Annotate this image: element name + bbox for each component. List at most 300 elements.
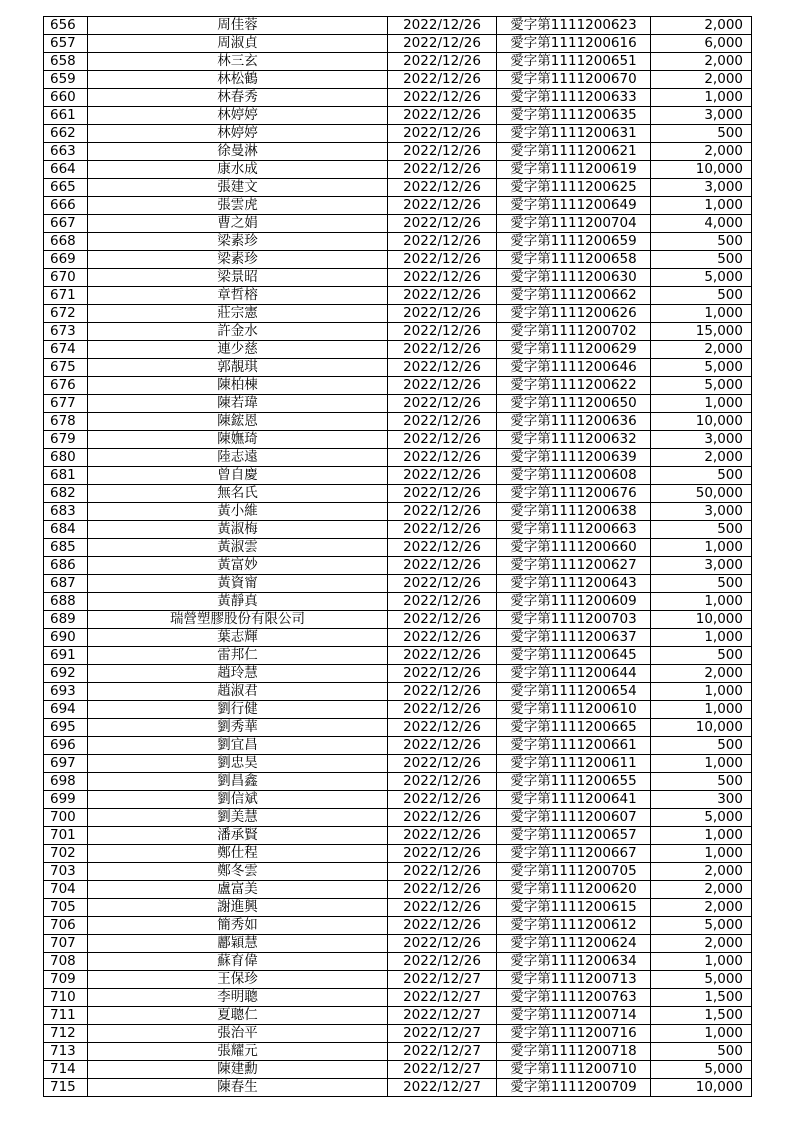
cell-amount: 1,500 (651, 989, 752, 1007)
cell-donor-name: 張治平 (88, 1025, 388, 1043)
cell-amount: 500 (651, 287, 752, 305)
cell-donor-name: 張雲虎 (88, 197, 388, 215)
cell-date: 2022/12/26 (388, 431, 497, 449)
cell-donor-name: 林婷婷 (88, 107, 388, 125)
cell-date: 2022/12/26 (388, 719, 497, 737)
cell-donor-name: 陳春生 (88, 1079, 388, 1097)
cell-serial-number: 700 (44, 809, 88, 827)
cell-receipt-number: 愛字第1111200658 (497, 251, 651, 269)
table-row (44, 521, 752, 539)
cell-serial-number: 707 (44, 935, 88, 953)
cell-date: 2022/12/26 (388, 827, 497, 845)
cell-serial-number: 663 (44, 143, 88, 161)
cell-donor-name: 王保珍 (88, 971, 388, 989)
cell-receipt-number: 愛字第1111200763 (497, 989, 651, 1007)
cell-receipt-number: 愛字第1111200607 (497, 809, 651, 827)
cell-donor-name: 無名氏 (88, 485, 388, 503)
table-row (44, 359, 752, 377)
cell-amount: 5,000 (651, 917, 752, 935)
table-row (44, 161, 752, 179)
table-row (44, 125, 752, 143)
table-row (44, 773, 752, 791)
cell-donor-name: 潘承賢 (88, 827, 388, 845)
cell-amount: 500 (651, 1043, 752, 1061)
cell-donor-name: 簡秀如 (88, 917, 388, 935)
cell-serial-number: 695 (44, 719, 88, 737)
cell-donor-name: 梁素珍 (88, 251, 388, 269)
cell-receipt-number: 愛字第1111200676 (497, 485, 651, 503)
cell-donor-name: 盧富美 (88, 881, 388, 899)
cell-donor-name: 陳鋐恩 (88, 413, 388, 431)
table-row (44, 701, 752, 719)
cell-amount: 5,000 (651, 359, 752, 377)
cell-receipt-number: 愛字第1111200626 (497, 305, 651, 323)
cell-donor-name: 蘇育偉 (88, 953, 388, 971)
cell-serial-number: 658 (44, 53, 88, 71)
cell-serial-number: 711 (44, 1007, 88, 1025)
cell-amount: 2,000 (651, 935, 752, 953)
cell-amount: 1,000 (651, 197, 752, 215)
cell-amount: 10,000 (651, 611, 752, 629)
cell-date: 2022/12/26 (388, 287, 497, 305)
cell-donor-name: 林婷婷 (88, 125, 388, 143)
cell-amount: 1,000 (651, 953, 752, 971)
cell-amount: 500 (651, 125, 752, 143)
table-row (44, 53, 752, 71)
cell-date: 2022/12/27 (388, 971, 497, 989)
cell-receipt-number: 愛字第1111200621 (497, 143, 651, 161)
cell-receipt-number: 愛字第1111200655 (497, 773, 651, 791)
table-row (44, 413, 752, 431)
cell-date: 2022/12/27 (388, 989, 497, 1007)
cell-amount: 1,000 (651, 701, 752, 719)
cell-date: 2022/12/26 (388, 665, 497, 683)
cell-receipt-number: 愛字第1111200622 (497, 377, 651, 395)
table-row (44, 719, 752, 737)
cell-receipt-number: 愛字第1111200703 (497, 611, 651, 629)
cell-receipt-number: 愛字第1111200661 (497, 737, 651, 755)
cell-receipt-number: 愛字第1111200670 (497, 71, 651, 89)
table-row (44, 305, 752, 323)
cell-donor-name: 張建文 (88, 179, 388, 197)
cell-receipt-number: 愛字第1111200612 (497, 917, 651, 935)
cell-donor-name: 劉忠昊 (88, 755, 388, 773)
cell-amount: 3,000 (651, 431, 752, 449)
cell-donor-name: 陳若瑋 (88, 395, 388, 413)
table-row (44, 287, 752, 305)
cell-receipt-number: 愛字第1111200718 (497, 1043, 651, 1061)
cell-donor-name: 黃小維 (88, 503, 388, 521)
cell-date: 2022/12/26 (388, 251, 497, 269)
cell-donor-name: 酈穎慧 (88, 935, 388, 953)
cell-receipt-number: 愛字第1111200650 (497, 395, 651, 413)
cell-amount: 1,000 (651, 629, 752, 647)
cell-amount: 3,000 (651, 107, 752, 125)
cell-date: 2022/12/26 (388, 845, 497, 863)
cell-donor-name: 劉信斌 (88, 791, 388, 809)
cell-serial-number: 664 (44, 161, 88, 179)
table-row (44, 395, 752, 413)
cell-amount: 300 (651, 791, 752, 809)
table-row (44, 593, 752, 611)
cell-date: 2022/12/26 (388, 377, 497, 395)
table-row (44, 1079, 752, 1097)
cell-serial-number: 689 (44, 611, 88, 629)
cell-receipt-number: 愛字第1111200627 (497, 557, 651, 575)
table-row (44, 179, 752, 197)
cell-date: 2022/12/27 (388, 1025, 497, 1043)
cell-date: 2022/12/26 (388, 773, 497, 791)
cell-receipt-number: 愛字第1111200636 (497, 413, 651, 431)
cell-date: 2022/12/26 (388, 611, 497, 629)
cell-donor-name: 康水成 (88, 161, 388, 179)
cell-date: 2022/12/26 (388, 881, 497, 899)
cell-amount: 2,000 (651, 665, 752, 683)
cell-date: 2022/12/26 (388, 233, 497, 251)
cell-serial-number: 684 (44, 521, 88, 539)
cell-date: 2022/12/26 (388, 863, 497, 881)
table-row (44, 557, 752, 575)
table-row (44, 845, 752, 863)
cell-amount: 15,000 (651, 323, 752, 341)
cell-receipt-number: 愛字第1111200667 (497, 845, 651, 863)
cell-receipt-number: 愛字第1111200646 (497, 359, 651, 377)
cell-date: 2022/12/26 (388, 413, 497, 431)
cell-receipt-number: 愛字第1111200709 (497, 1079, 651, 1097)
cell-date: 2022/12/26 (388, 737, 497, 755)
cell-receipt-number: 愛字第1111200631 (497, 125, 651, 143)
cell-serial-number: 687 (44, 575, 88, 593)
cell-donor-name: 黃淑梅 (88, 521, 388, 539)
cell-donor-name: 張耀元 (88, 1043, 388, 1061)
cell-serial-number: 714 (44, 1061, 88, 1079)
cell-amount: 500 (651, 575, 752, 593)
table-row (44, 809, 752, 827)
cell-amount: 1,000 (651, 539, 752, 557)
cell-donor-name: 夏聰仁 (88, 1007, 388, 1025)
cell-date: 2022/12/26 (388, 17, 497, 35)
cell-date: 2022/12/27 (388, 1007, 497, 1025)
cell-receipt-number: 愛字第1111200630 (497, 269, 651, 287)
table-row (44, 989, 752, 1007)
table-row (44, 17, 752, 35)
cell-receipt-number: 愛字第1111200609 (497, 593, 651, 611)
cell-amount: 2,000 (651, 899, 752, 917)
cell-serial-number: 682 (44, 485, 88, 503)
cell-serial-number: 659 (44, 71, 88, 89)
cell-donor-name: 梁景昭 (88, 269, 388, 287)
cell-serial-number: 662 (44, 125, 88, 143)
cell-amount: 5,000 (651, 1061, 752, 1079)
cell-date: 2022/12/26 (388, 935, 497, 953)
cell-serial-number: 706 (44, 917, 88, 935)
cell-date: 2022/12/26 (388, 917, 497, 935)
cell-donor-name: 葉志輝 (88, 629, 388, 647)
cell-receipt-number: 愛字第1111200714 (497, 1007, 651, 1025)
cell-date: 2022/12/26 (388, 107, 497, 125)
cell-date: 2022/12/26 (388, 395, 497, 413)
cell-amount: 500 (651, 467, 752, 485)
cell-donor-name: 連少慈 (88, 341, 388, 359)
cell-date: 2022/12/26 (388, 701, 497, 719)
cell-donor-name: 徐曼淋 (88, 143, 388, 161)
cell-receipt-number: 愛字第1111200662 (497, 287, 651, 305)
cell-date: 2022/12/26 (388, 683, 497, 701)
donation-list-sheet (43, 16, 751, 1097)
cell-donor-name: 黃富妙 (88, 557, 388, 575)
cell-donor-name: 謝進興 (88, 899, 388, 917)
cell-date: 2022/12/26 (388, 755, 497, 773)
cell-date: 2022/12/26 (388, 503, 497, 521)
cell-amount: 1,000 (651, 827, 752, 845)
cell-serial-number: 680 (44, 449, 88, 467)
cell-serial-number: 693 (44, 683, 88, 701)
cell-donor-name: 劉行健 (88, 701, 388, 719)
cell-serial-number: 694 (44, 701, 88, 719)
cell-amount: 6,000 (651, 35, 752, 53)
cell-date: 2022/12/26 (388, 557, 497, 575)
cell-donor-name: 趙玲慧 (88, 665, 388, 683)
cell-receipt-number: 愛字第1111200665 (497, 719, 651, 737)
table-row (44, 917, 752, 935)
cell-donor-name: 林三玄 (88, 53, 388, 71)
cell-receipt-number: 愛字第1111200659 (497, 233, 651, 251)
cell-donor-name: 曾自慶 (88, 467, 388, 485)
cell-date: 2022/12/26 (388, 575, 497, 593)
cell-serial-number: 657 (44, 35, 88, 53)
cell-receipt-number: 愛字第1111200633 (497, 89, 651, 107)
table-row (44, 953, 752, 971)
cell-serial-number: 679 (44, 431, 88, 449)
cell-amount: 2,000 (651, 143, 752, 161)
cell-amount: 1,000 (651, 845, 752, 863)
cell-serial-number: 696 (44, 737, 88, 755)
cell-receipt-number: 愛字第1111200644 (497, 665, 651, 683)
cell-donor-name: 陳柏棟 (88, 377, 388, 395)
cell-serial-number: 713 (44, 1043, 88, 1061)
cell-donor-name: 許金水 (88, 323, 388, 341)
cell-donor-name: 章哲榕 (88, 287, 388, 305)
cell-receipt-number: 愛字第1111200641 (497, 791, 651, 809)
table-row (44, 503, 752, 521)
cell-receipt-number: 愛字第1111200702 (497, 323, 651, 341)
table-row (44, 431, 752, 449)
cell-receipt-number: 愛字第1111200623 (497, 17, 651, 35)
cell-serial-number: 697 (44, 755, 88, 773)
cell-receipt-number: 愛字第1111200624 (497, 935, 651, 953)
table-row (44, 71, 752, 89)
table-row (44, 107, 752, 125)
cell-amount: 500 (651, 773, 752, 791)
cell-serial-number: 702 (44, 845, 88, 863)
cell-serial-number: 669 (44, 251, 88, 269)
table-row (44, 197, 752, 215)
cell-donor-name: 林春秀 (88, 89, 388, 107)
cell-donor-name: 陳建勳 (88, 1061, 388, 1079)
table-row (44, 539, 752, 557)
cell-amount: 3,000 (651, 179, 752, 197)
cell-donor-name: 鄭仕程 (88, 845, 388, 863)
cell-amount: 10,000 (651, 1079, 752, 1097)
cell-receipt-number: 愛字第1111200632 (497, 431, 651, 449)
cell-date: 2022/12/26 (388, 791, 497, 809)
cell-date: 2022/12/26 (388, 161, 497, 179)
table-row (44, 899, 752, 917)
table-row (44, 143, 752, 161)
cell-date: 2022/12/26 (388, 71, 497, 89)
cell-serial-number: 698 (44, 773, 88, 791)
cell-date: 2022/12/26 (388, 89, 497, 107)
table-row (44, 737, 752, 755)
cell-receipt-number: 愛字第1111200704 (497, 215, 651, 233)
cell-receipt-number: 愛字第1111200713 (497, 971, 651, 989)
cell-donor-name: 劉美慧 (88, 809, 388, 827)
table-row (44, 1043, 752, 1061)
table-row (44, 971, 752, 989)
cell-serial-number: 674 (44, 341, 88, 359)
cell-serial-number: 703 (44, 863, 88, 881)
cell-amount: 2,000 (651, 17, 752, 35)
cell-receipt-number: 愛字第1111200705 (497, 863, 651, 881)
table-row (44, 665, 752, 683)
cell-receipt-number: 愛字第1111200710 (497, 1061, 651, 1079)
cell-amount: 10,000 (651, 413, 752, 431)
table-row (44, 251, 752, 269)
cell-donor-name: 李明聰 (88, 989, 388, 1007)
table-row (44, 683, 752, 701)
cell-serial-number: 699 (44, 791, 88, 809)
cell-amount: 1,000 (651, 305, 752, 323)
cell-amount: 1,000 (651, 755, 752, 773)
cell-serial-number: 712 (44, 1025, 88, 1043)
cell-date: 2022/12/26 (388, 629, 497, 647)
table-row (44, 1007, 752, 1025)
cell-serial-number: 677 (44, 395, 88, 413)
table-row (44, 1061, 752, 1079)
cell-date: 2022/12/26 (388, 125, 497, 143)
cell-date: 2022/12/26 (388, 143, 497, 161)
cell-serial-number: 671 (44, 287, 88, 305)
cell-receipt-number: 愛字第1111200611 (497, 755, 651, 773)
cell-date: 2022/12/26 (388, 53, 497, 71)
donation-table-body (44, 17, 752, 1097)
cell-receipt-number: 愛字第1111200634 (497, 953, 651, 971)
cell-serial-number: 675 (44, 359, 88, 377)
cell-date: 2022/12/26 (388, 35, 497, 53)
cell-date: 2022/12/26 (388, 197, 497, 215)
donation-table (43, 16, 752, 1097)
cell-donor-name: 周淑貞 (88, 35, 388, 53)
cell-receipt-number: 愛字第1111200660 (497, 539, 651, 557)
cell-receipt-number: 愛字第1111200716 (497, 1025, 651, 1043)
cell-receipt-number: 愛字第1111200637 (497, 629, 651, 647)
table-row (44, 323, 752, 341)
cell-date: 2022/12/26 (388, 449, 497, 467)
cell-amount: 5,000 (651, 971, 752, 989)
cell-receipt-number: 愛字第1111200638 (497, 503, 651, 521)
cell-date: 2022/12/26 (388, 341, 497, 359)
table-row (44, 215, 752, 233)
table-row (44, 35, 752, 53)
cell-amount: 5,000 (651, 809, 752, 827)
cell-date: 2022/12/26 (388, 305, 497, 323)
cell-date: 2022/12/26 (388, 269, 497, 287)
cell-date: 2022/12/26 (388, 467, 497, 485)
table-row (44, 611, 752, 629)
table-row (44, 449, 752, 467)
cell-receipt-number: 愛字第1111200663 (497, 521, 651, 539)
table-row (44, 935, 752, 953)
cell-donor-name: 瑞營塑膠股份有限公司 (88, 611, 388, 629)
cell-donor-name: 林松鶴 (88, 71, 388, 89)
table-row (44, 755, 752, 773)
cell-serial-number: 705 (44, 899, 88, 917)
cell-amount: 500 (651, 251, 752, 269)
cell-receipt-number: 愛字第1111200645 (497, 647, 651, 665)
cell-amount: 2,000 (651, 341, 752, 359)
table-row (44, 575, 752, 593)
table-row (44, 863, 752, 881)
cell-date: 2022/12/26 (388, 215, 497, 233)
cell-donor-name: 郭靚琪 (88, 359, 388, 377)
cell-amount: 500 (651, 647, 752, 665)
cell-serial-number: 688 (44, 593, 88, 611)
cell-amount: 2,000 (651, 881, 752, 899)
cell-date: 2022/12/26 (388, 179, 497, 197)
table-row (44, 827, 752, 845)
cell-date: 2022/12/26 (388, 485, 497, 503)
cell-amount: 2,000 (651, 53, 752, 71)
table-row (44, 467, 752, 485)
cell-receipt-number: 愛字第1111200651 (497, 53, 651, 71)
cell-date: 2022/12/26 (388, 953, 497, 971)
cell-serial-number: 678 (44, 413, 88, 431)
cell-date: 2022/12/26 (388, 899, 497, 917)
cell-serial-number: 670 (44, 269, 88, 287)
cell-donor-name: 梁素珍 (88, 233, 388, 251)
cell-receipt-number: 愛字第1111200615 (497, 899, 651, 917)
cell-serial-number: 686 (44, 557, 88, 575)
cell-serial-number: 704 (44, 881, 88, 899)
cell-donor-name: 雷邦仁 (88, 647, 388, 665)
cell-amount: 500 (651, 737, 752, 755)
cell-amount: 500 (651, 521, 752, 539)
table-row (44, 233, 752, 251)
cell-receipt-number: 愛字第1111200657 (497, 827, 651, 845)
cell-date: 2022/12/26 (388, 521, 497, 539)
cell-receipt-number: 愛字第1111200639 (497, 449, 651, 467)
cell-donor-name: 趙淑君 (88, 683, 388, 701)
cell-date: 2022/12/26 (388, 539, 497, 557)
cell-receipt-number: 愛字第1111200625 (497, 179, 651, 197)
cell-serial-number: 708 (44, 953, 88, 971)
cell-amount: 1,500 (651, 1007, 752, 1025)
cell-serial-number: 690 (44, 629, 88, 647)
cell-date: 2022/12/27 (388, 1061, 497, 1079)
cell-donor-name: 周佳蓉 (88, 17, 388, 35)
cell-serial-number: 667 (44, 215, 88, 233)
cell-receipt-number: 愛字第1111200608 (497, 467, 651, 485)
cell-date: 2022/12/27 (388, 1043, 497, 1061)
cell-serial-number: 715 (44, 1079, 88, 1097)
cell-donor-name: 黃靜真 (88, 593, 388, 611)
cell-amount: 500 (651, 233, 752, 251)
cell-serial-number: 691 (44, 647, 88, 665)
cell-receipt-number: 愛字第1111200649 (497, 197, 651, 215)
table-row (44, 89, 752, 107)
table-row (44, 341, 752, 359)
cell-receipt-number: 愛字第1111200619 (497, 161, 651, 179)
